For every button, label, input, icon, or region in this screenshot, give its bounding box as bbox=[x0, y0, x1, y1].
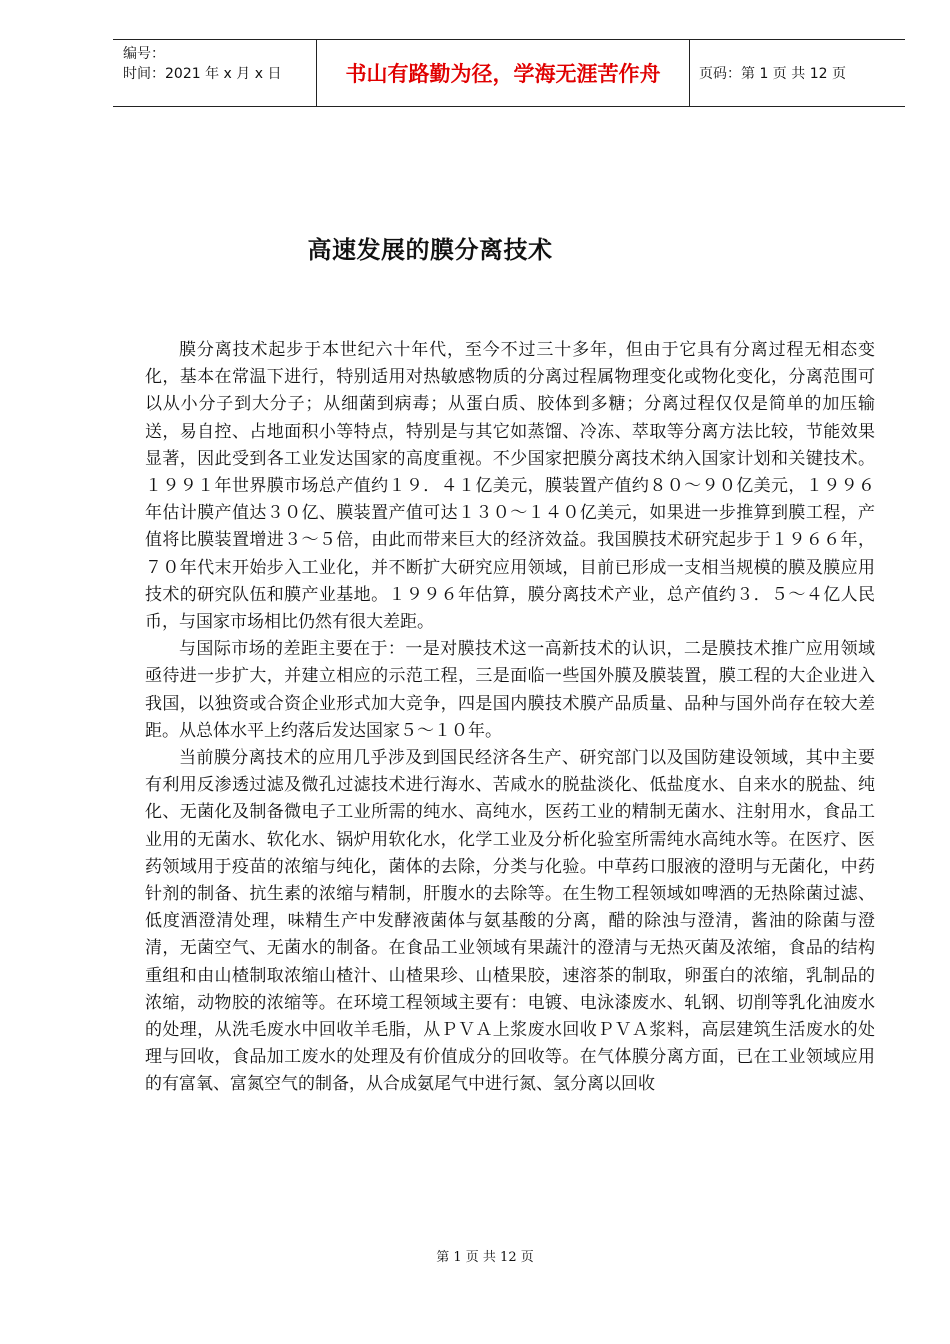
document-title: 高速发展的膜分离技术 bbox=[307, 236, 553, 264]
document-date-label: 时间：2021 年 x 月 x 日 bbox=[123, 66, 282, 82]
paragraph: 当前膜分离技术的应用几乎涉及到国民经济各生产、研究部门以及国防建设领域，其中主要有利用反渗透过滤及微孔过滤技术进行海水、苦咸水的脱盐淡化、低盐度水、自来水的脱盐、纯化、无菌化及制备微电子工业所需的纯水、高纯水，医药工业的精制无菌水、注射用水，食品工业用的无菌水、软化水、锅炉用软化水，化学工业及分析化验室所需纯水高纯水等。在医疗、医药领域用于疫苗的浓缩与纯化，菌体的去除，分类与化验。中草药口服液的澄明与无菌化，中药针剂的制备、抗生素的浓缩与精制，肝腹水的去除等。在生物工程领域如啤酒的无热除菌过滤、低度酒澄清处理，味精生产中发酵液菌体与氨基酸的分离，醋的除浊与澄清，酱油的除菌与澄清，无菌空气、无菌水的制备。在食品工业领域有果蔬汁的澄清与无热灭菌及浓缩，食品的结构重组和由山楂制取浓缩山楂汁、山楂果珍、山楂果胶，速溶茶的制取，卵蛋白的浓缩，乳制品的浓缩，动物胶的浓缩等。在环境工程领域主要有：电镀、电泳漆废水、轧钢、切削等乳化油废水的处理，从洗毛废水中回收羊毛脂，从ＰＶＡ上浆废水回收ＰＶＡ浆料，高层建筑生活废水的处理与回收，食品加工废水的处理及有价值成分的回收等。在气体膜分离方面，已在工业领域应用的有富氧、富氮空气的制备，从合成氨尾气中进行氮、氢分离以回收 bbox=[145, 748, 875, 1095]
paragraph: 与国际市场的差距主要在于：一是对膜技术这一高新技术的认识，二是膜技术推广应用领域亟待进一步扩大，并建立相应的示范工程，三是面临一些国外膜及膜装置，膜工程的大企业进入我国，以独资或合资企业形式加大竞争，四是国内膜技术膜产品质量、品种与国外尚存在较大差距。从总体水平上约落后发达国家５～１０年。 bbox=[145, 639, 875, 741]
header-page-number: 页码：第 1 页 共 12 页 bbox=[699, 66, 846, 82]
page-header bbox=[113, 39, 905, 107]
header-motto: 书山有路勤为径，学海无涯苦作舟 bbox=[316, 40, 690, 106]
paragraph: 膜分离技术起步于本世纪六十年代，至今不过三十多年，但由于它具有分离过程无相态变化，基本在常温下进行，特别适用对热敏感物质的分离过程属物理变化或物化变化，分离范围可以从小分子到大分子；从细菌到病毒；从蛋白质、胶体到多糖；分离过程仅仅是简单的加压输送，易自控、占地面积小等特点，特别是与其它如蒸馏、冷冻、萃取等分离方法比较，节能效果显著，因此受到各工业发达国家的高度重视。不少国家把膜分离技术纳入国家计划和关键技术。１９９１年世界膜市场总产值约１９．４１亿美元，膜装置产值约８０～９０亿美元，１９９６年估计膜产值达３０亿、膜装置产值可达１３０～１４０亿美元，如果进一步推算到膜工程，产值将比膜装置增进３～５倍，由此而带来巨大的经济效益。我国膜技术研究起步于１９６６年，７０年代末开始步入工业化，并不断扩大研究应用领域，目前已形成一支相当规模的膜及膜应用技术的研究队伍和膜产业基地。１９９６年估算，膜分离技术产业，总产值约３．５～４亿人民币，与国家市场相比仍然有很大差距。 bbox=[145, 340, 875, 633]
header-meta bbox=[113, 40, 316, 106]
page-footer: 第 1 页 共 12 页 bbox=[436, 1250, 534, 1265]
document-number-label: 编号： bbox=[123, 46, 165, 62]
document-body bbox=[145, 337, 875, 1099]
